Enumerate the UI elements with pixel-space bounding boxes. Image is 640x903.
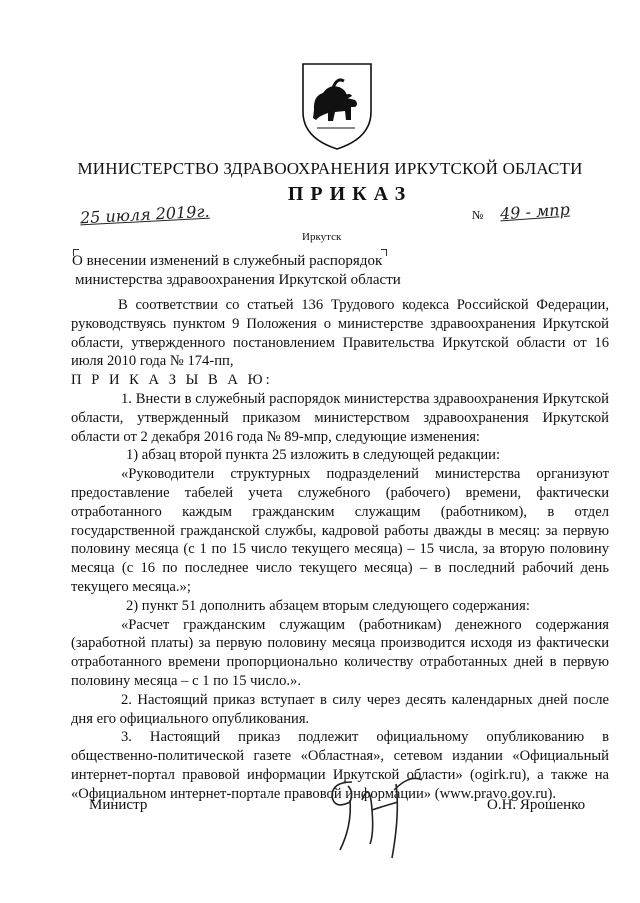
subject-line: О внесении изменений в служебный распорядок — [72, 253, 383, 269]
signature-icon — [318, 770, 428, 860]
order-body — [71, 296, 609, 804]
item-1-1-text: «Руководители структурных подразделений министерства организуют предоставление табелей учета служебного (рабочего) времени, фактически отработанного каждым гражданским служащим (работником), в отдел государственной гражданской службы, кадровой работы дважды в месяц: за первую половину месяца (с 1 по 15 число текущего месяца) – 15 числа, за вторую половину месяца (с 16 по последнее число текущего месяца) – в последний рабочий день текущего месяца.»; — [71, 466, 609, 595]
coat-of-arms-icon — [299, 60, 375, 152]
item-2: 2. Настоящий приказ вступает в силу через десять календарных дней после дня его официального опубликования. — [71, 691, 609, 727]
city: Иркутск — [302, 231, 342, 243]
order-word: П Р И К А З Ы В А Ю: — [71, 372, 273, 389]
order-subject — [72, 252, 432, 290]
item-1-2: 2) пункт 51 дополнить абзацем вторым следующего содержания: — [126, 597, 530, 614]
ministry-name: МИНИСТЕРСТВО ЗДРАВООХРАНЕНИЯ ИРКУТСКОЙ ОБЛАСТИ — [77, 159, 583, 178]
preamble: В соответствии со статьей 136 Трудового кодекса Российской Федерации, руководствуясь пунктом 9 Положения о министерстве здравоохранения Иркутской области, утвержденного постановлением Правительства Иркутской области от 16 июля 2010 года № 174-пп, — [71, 297, 609, 370]
item-1-2-text: «Расчет гражданским служащим (работникам) денежного содержания (заработной платы) за первую половину месяца производится исходя из фактически отработанного времени пропорционально количеству отработанных дней в первую половину месяца – с 1 по 15 число.». — [71, 616, 609, 689]
order-date: 25 июля 2019г. — [79, 201, 211, 228]
signer-name: О.Н. Ярошенко — [487, 797, 586, 813]
number-label: № — [472, 208, 484, 222]
item-1: 1. Внести в служебный распорядок министерства здравоохранения Иркутской области, утвержденный приказом министерством здравоохранения Иркутской области от 2 декабря 2016 года № 89-мпр, следующие изменения: — [71, 390, 609, 445]
item-1-1: 1) абзац второй пункта 25 изложить в следующей редакции: — [126, 447, 501, 464]
signer-role: Министр — [89, 797, 148, 813]
item-3: 3. Настоящий приказ подлежит официальному опубликованию в общественно-политической газете «Областная», сетевом издании «Официальный интернет-портал правовой информации Иркутской области» (ogirk.ru), а также на «Официальном интернет-портале правовой информации» (www.pravo.gov.ru). — [71, 729, 609, 802]
subject-line: министерства здравоохранения Иркутской области — [75, 272, 401, 288]
order-number: 49 - мпр — [499, 199, 571, 224]
document-type: ПРИКАЗ — [287, 183, 413, 205]
